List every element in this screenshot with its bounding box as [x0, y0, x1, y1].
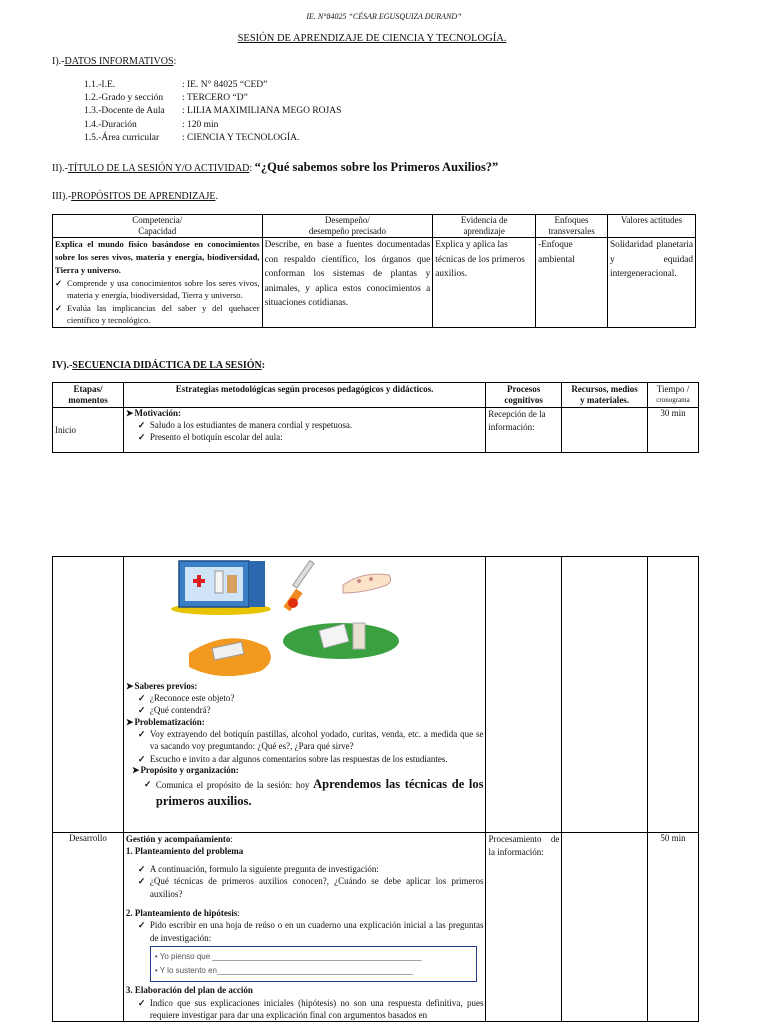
- info-list: [84, 79, 341, 145]
- cell-valores: Solidaridad planetaria y equidad intergeneracional.: [608, 238, 696, 328]
- hypothesis-box: [150, 946, 478, 982]
- cell-estrategias-desarrollo: [123, 833, 486, 1022]
- list-item: ✓ Saludo a los estudiantes de manera cordial y respetuosa.: [138, 419, 483, 431]
- cell-tiempo-inicio: 30 min: [648, 408, 699, 453]
- cell-competencia: [53, 238, 263, 328]
- col-competencia: Competencia/ Capacidad: [53, 215, 263, 238]
- table-row: [53, 833, 699, 1022]
- cell-proceso-desarrollo: Procesamiento de la información:: [486, 833, 562, 1022]
- cell-recursos-empty: [562, 557, 648, 833]
- col-valores: Valores actitudes: [608, 215, 696, 238]
- cell-etapa-inicio: Inicio: [53, 408, 124, 453]
- info-row: 1.3.-Docente de Aula : LILIA MAXIMILIANA MEGO ROJAS: [84, 106, 342, 117]
- table-row: [53, 238, 696, 328]
- list-item: ✓ Indico que sus explicaciones iniciales (hipótesis) no son una respuesta definitiva, pues requiere investigar para dar una explicación final con argumentos basados en: [138, 997, 484, 1022]
- col-desempeno: Desempeño/ desempeño precisado: [262, 215, 433, 238]
- step2-label: 2. Planteamiento de hipótesis:: [125, 908, 240, 919]
- gestion-label: Gestión y acompañamiento:: [125, 834, 233, 844]
- list-item: ✓ Pido escribir en una hoja de reúso o en un cuaderno una explicación inicial a las preguntas de investigación:: [138, 919, 484, 944]
- list-item: ✓ Evalúa las implicancias del saber y del quehacer científico y tecnológico.: [55, 302, 260, 327]
- competencia-text: Explica el mundo físico basándose en conocimientos sobre los seres vivos, materia y energía, biodiversidad, Tierra y universo.: [55, 239, 260, 275]
- hypothesis-line: • Yo pienso que _______________________________________________: [154, 952, 422, 962]
- table-row: [53, 557, 699, 833]
- info-row: 1.1.-I.E. : IE. N° 84025 “CED”: [84, 80, 268, 90]
- col-evidencia: Evidencia de aprendizaje: [433, 215, 536, 238]
- saberes-label: ➤ Saberes previos:: [126, 681, 484, 692]
- list-item: ✓ ¿Reconoce este objeto?: [138, 692, 484, 704]
- col-procesos: Procesos cognitivos: [486, 383, 562, 408]
- list-item: ✓ ¿Qué técnicas de primeros auxilios conocen?, ¿Cuándo se debe aplicar los primeros auxilios?: [138, 875, 484, 900]
- list-item: ✓ Escucho e invito a dar algunos comentarios sobre las respuestas de los estudiantes.: [138, 753, 484, 765]
- sequence-table-continued: [52, 556, 699, 1022]
- first-aid-illustration: [126, 557, 484, 681]
- purpose-table: [52, 214, 696, 328]
- section-propositos: III).-PROPÓSITOS DE APRENDIZAJE.: [52, 191, 218, 202]
- table-row: [53, 408, 699, 453]
- first-aid-kit-icon: [171, 557, 411, 681]
- section-titulo: II).-TÍTULO DE LA SESIÓN Y/O ACTIVIDAD: “¿Qué sabemos sobre los Primeros Auxilios?”: [52, 160, 499, 174]
- cell-evidencia: Explica y aplica las técnicas de los primeros auxilios.: [433, 238, 536, 328]
- list-item: ✓ Presento el botiquín escolar del aula:: [138, 431, 483, 443]
- proposito-highlight: Aprendemos las técnicas de los primeros auxilios.: [155, 777, 484, 809]
- hypothesis-line: • Y lo sustento en____________________________________________: [154, 966, 413, 976]
- session-title: “¿Qué sabemos sobre los Primeros Auxilios?”: [254, 160, 499, 174]
- col-enfoques: Enfoques transversales: [536, 215, 608, 238]
- col-etapas: Etapas/ momentos: [53, 383, 124, 408]
- section-datos: I).-DATOS INFORMATIVOS:: [52, 56, 177, 67]
- cell-estrategias-inicio: [123, 408, 485, 453]
- cell-estrategias-inicio-cont: [123, 557, 486, 833]
- school-header: IE. N°84025 “CÉSAR EGUSQUIZA DURAND”: [306, 12, 462, 21]
- list-item: ✓ Voy extrayendo del botiquín pastillas, alcohol yodado, curitas, venda, etc. a medida que se va sacando voy preguntando: ¿Qué es?, ¿Para qué sirve?: [138, 728, 484, 753]
- cell-etapa-desarrollo: Desarrollo: [53, 833, 124, 1022]
- cell-etapa-empty: [53, 557, 124, 833]
- proposito-label: ➤ Propósito y organización:: [132, 765, 484, 776]
- table-header-row: [53, 215, 696, 238]
- col-estrategias: Estrategias metodológicas según procesos pedagógicos y didácticos.: [123, 383, 485, 408]
- table-header-row: [53, 383, 699, 408]
- capacidades-list: [55, 277, 260, 327]
- col-tiempo: Tiempo / cronograma: [648, 383, 699, 408]
- motivacion-label: ➤ Motivación:: [126, 408, 483, 419]
- cell-proceso-empty: [486, 557, 562, 833]
- cell-desempeno: Describe, en base a fuentes documentadas con respaldo científico, los órganos que conforman los sistemas de plantas y animales, y aplica estos conocimientos a situaciones cotidianas.: [262, 238, 433, 328]
- list-item: ✓ Comprende y usa conocimientos sobre los seres vivos, materia y energía, biodiversidad, Tierra y universo.: [55, 277, 260, 302]
- page-title: SESIÓN DE APRENDIZAJE DE CIENCIA Y TECNOLOGÍA.: [237, 33, 507, 44]
- section-secuencia: IV).-SECUENCIA DIDÁCTICA DE LA SESIÓN:: [52, 360, 266, 371]
- col-recursos: Recursos, medios y materiales.: [562, 383, 648, 408]
- list-item: ✓ A continuación, formulo la siguiente pregunta de investigación:: [138, 863, 484, 875]
- cell-proceso-inicio: Recepción de la información:: [486, 408, 562, 453]
- step1-label: 1. Planteamiento del problema: [125, 846, 244, 857]
- cell-recursos-inicio: [562, 408, 648, 453]
- info-row: 1.4.-Duración : 120 min: [84, 119, 219, 130]
- step3-label: 3. Elaboración del plan de acción: [125, 985, 253, 996]
- list-item: ✓ Comunica el propósito de la sesión: hoy Aprendemos las técnicas de los primeros auxilios.: [144, 776, 484, 810]
- sequence-table: [52, 382, 699, 453]
- info-row: 1.2.-Grado y sección : TERCERO “D”: [84, 93, 248, 104]
- cell-tiempo-desarrollo: 50 min: [648, 833, 699, 1022]
- info-row: 1.5.-Área curricular : CIENCIA Y TECNOLOGÍA.: [84, 132, 300, 143]
- problematizacion-label: ➤ Problematización:: [126, 717, 484, 728]
- cell-tiempo-empty: [648, 557, 699, 833]
- cell-recursos-desarrollo: [562, 833, 648, 1022]
- cell-enfoques: -Enfoque ambiental: [536, 238, 608, 328]
- list-item: ✓ ¿Qué contendrá?: [138, 704, 484, 716]
